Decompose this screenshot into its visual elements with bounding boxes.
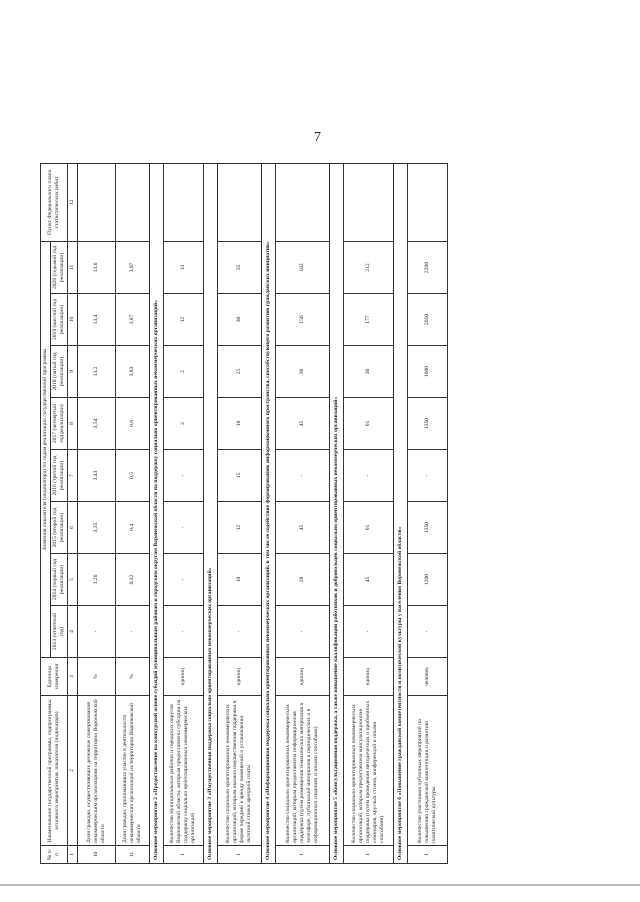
header-year: 2020 (седьмой год реализации) — [50, 241, 67, 293]
row-value: 61 — [343, 398, 393, 450]
row-value: 0,32 — [115, 554, 149, 606]
row-num: 10 — [77, 846, 115, 864]
section-header-row — [329, 163, 343, 863]
row-value: - — [275, 606, 329, 658]
header-year: 2016 (третий год реализации) — [50, 450, 67, 502]
header-year: 2014 (первый год реализации) — [50, 554, 67, 606]
row-value: - — [115, 606, 149, 658]
section-title: Основное мероприятие 6 «Повышение гражданской компетентности и политической культуры у населения Воронежской области» — [393, 163, 407, 863]
column-number: 8 — [67, 398, 77, 450]
row-value: 182 — [275, 241, 329, 293]
column-number: 6 — [67, 502, 77, 554]
row-value: 18 — [217, 398, 261, 450]
row-value: 45 — [275, 398, 329, 450]
row-value: 1350 — [407, 502, 447, 554]
row-value: 3,97 — [115, 241, 149, 293]
column-number: 9 — [67, 346, 77, 398]
row-num: 1 — [217, 846, 261, 864]
row-num: 1 — [275, 846, 329, 864]
table-row — [77, 163, 115, 863]
header-federal: Пункт Федерального плана статистических работ — [41, 163, 68, 241]
row-value: 30 — [217, 294, 261, 346]
table-row — [407, 163, 447, 863]
row-value: 28 — [275, 554, 329, 606]
table-row — [115, 163, 149, 863]
row-unit: % — [115, 658, 149, 696]
section-header-row — [149, 163, 163, 863]
row-name: Количество социально ориентированных некоммерческих организаций, которым предоставлена консультационная поддержка (путем проведения методических и проблемных семинаров, круглых столов, конференций и иными способами) — [343, 696, 393, 846]
row-value: 3,87 — [115, 294, 149, 346]
header-unit: Единицы измерения — [41, 658, 68, 696]
row-value: 45 — [343, 554, 393, 606]
row-value: 1000 — [407, 346, 447, 398]
row-name: Количество участников публичных мероприятий по повышению гражданской компетенции и развитию политической культуры — [407, 696, 447, 846]
header-group: Значения показателя (индикатора) по годам реализации государственной программы — [41, 241, 51, 657]
row-federal — [275, 163, 329, 241]
header-year: 2019 (шестой год реализации) — [50, 294, 67, 346]
row-federal — [77, 163, 115, 241]
row-value: 13,4 — [77, 294, 115, 346]
row-name: Количество социально ориентированных некоммерческих организаций, которым оказана имущественная поддержка в форме передачи в аренду помещений и установления льготной ставки арендной платы — [217, 696, 261, 846]
section-title: Основное мероприятие 3 «Имущественная поддержка социально ориентированных некоммерческих организаций» — [203, 163, 217, 863]
scan-edge-line — [0, 884, 640, 886]
row-num: 11 — [115, 846, 149, 864]
column-number: 4 — [67, 606, 77, 658]
column-number: 1 — [67, 846, 77, 864]
table-row — [217, 163, 261, 863]
row-value: 13 — [163, 241, 203, 293]
row-value: - — [343, 606, 393, 658]
row-federal — [407, 163, 447, 241]
header-name: Наименование государственной программы, подпрограммы, основного мероприятия, показателя (индикатора) — [41, 696, 68, 846]
row-value: 25 — [217, 346, 261, 398]
row-value: 2050 — [407, 294, 447, 346]
rotated-table-wrapper — [40, 164, 460, 864]
header-row-1 — [41, 163, 51, 863]
row-value: 0,6 — [115, 398, 149, 450]
row-value: 35 — [217, 241, 261, 293]
table-row — [163, 163, 203, 863]
row-num: 1 — [343, 846, 393, 864]
table-row — [275, 163, 329, 863]
row-value: 15 — [217, 450, 261, 502]
row-value: 3,54 — [77, 398, 115, 450]
row-value: 212 — [343, 241, 393, 293]
row-unit: единиц — [343, 658, 393, 696]
row-value: 30 — [275, 346, 329, 398]
row-value: 3,35 — [77, 502, 115, 554]
row-num: 1 — [163, 846, 203, 864]
row-value: 10 — [217, 554, 261, 606]
column-number: 5 — [67, 554, 77, 606]
row-unit: единиц — [217, 658, 261, 696]
table-row — [343, 163, 393, 863]
row-value: 2200 — [407, 241, 447, 293]
row-value: 13,2 — [77, 346, 115, 398]
row-value: - — [407, 450, 447, 502]
column-number: 7 — [67, 450, 77, 502]
row-value: 0,4 — [115, 502, 149, 554]
section-title: Основное мероприятие 5 «Консультационная поддержка, а также повышение квалификации работников и добровольцев социально ориентированных некоммерческих организаций» — [329, 163, 343, 863]
column-number: 10 — [67, 294, 77, 346]
row-value: 2 — [163, 398, 203, 450]
row-federal — [163, 163, 203, 241]
header-year: 2018 (пятый год реализации) — [50, 346, 67, 398]
row-value: 12 — [163, 294, 203, 346]
column-number: 11 — [67, 241, 77, 293]
header-year: 2017 (четвертый год реализации) — [50, 398, 67, 450]
header-num: № п/п — [41, 846, 68, 864]
row-value: - — [163, 554, 203, 606]
row-value: 61 — [343, 502, 393, 554]
row-value: 3,26 — [77, 554, 115, 606]
row-value: - — [77, 606, 115, 658]
row-unit: единиц — [275, 658, 329, 696]
row-unit: % — [77, 658, 115, 696]
row-name: Количество социально ориентированных некоммерческих организаций, которым предоставлена информационная поддержка (путем размещения тематических материалов в телеэфире, публикаций материалов в периодических и в информационных изданиях и иными способами) — [275, 696, 329, 846]
column-number: 12 — [67, 163, 77, 241]
section-header-row — [203, 163, 217, 863]
row-value: - — [407, 606, 447, 658]
row-value: - — [163, 606, 203, 658]
row-unit: единиц — [163, 658, 203, 696]
row-value: - — [343, 450, 393, 502]
column-number: 2 — [67, 696, 77, 846]
row-name: Доля граждан, принимающих участие в деятельности некоммерческих организаций на территории Воронежской области — [115, 696, 149, 846]
section-title: Основное мероприятие 4 «Информационная поддержка социально ориентированных некоммерческих организаций, в том числе содействие формированию информационного пространства, способствующего развитию гражданских инициатив» — [261, 163, 275, 863]
section-title: Основное мероприятие 2 «Предоставление на конкурсной основе субсидий муниципальным районам и городским округам Воронежской области на поддержку социально ориентированных некоммерческих организаций» — [149, 163, 163, 863]
row-value: 2 — [163, 346, 203, 398]
row-value: 12 — [217, 502, 261, 554]
row-name: Доля граждан, осуществляющих денежные пожертвования некоммерческим организациям на территории Воронежской области — [77, 696, 115, 846]
row-value: 13,6 — [77, 241, 115, 293]
header-year: 2013 (отчетный год) — [50, 606, 67, 658]
row-value: - — [217, 606, 261, 658]
row-federal — [343, 163, 393, 241]
row-value: 3,43 — [77, 450, 115, 502]
row-value: 1200 — [407, 554, 447, 606]
row-value: - — [163, 450, 203, 502]
row-value: 30 — [343, 346, 393, 398]
indicators-table — [40, 163, 448, 864]
column-number-row — [67, 163, 77, 863]
row-unit: человек — [407, 658, 447, 696]
row-value: - — [163, 502, 203, 554]
header-year: 2015 (второй год реализации) — [50, 502, 67, 554]
row-value: 156 — [275, 294, 329, 346]
row-value: 177 — [343, 294, 393, 346]
row-value: 45 — [275, 502, 329, 554]
row-num: 1 — [407, 846, 447, 864]
section-header-row — [261, 163, 275, 863]
page-number: 7 — [314, 130, 321, 145]
column-number: 3 — [67, 658, 77, 696]
section-header-row — [393, 163, 407, 863]
row-value: - — [275, 450, 329, 502]
row-federal — [217, 163, 261, 241]
row-value: 3,83 — [115, 346, 149, 398]
row-federal — [115, 163, 149, 241]
row-name: Количество муниципальных районов и городских округов Воронежской области, которым предоставлены субсидии на поддержку социально ориентированных некоммерческих организаций — [163, 696, 203, 846]
row-value: 1350 — [407, 398, 447, 450]
row-value: 0,5 — [115, 450, 149, 502]
